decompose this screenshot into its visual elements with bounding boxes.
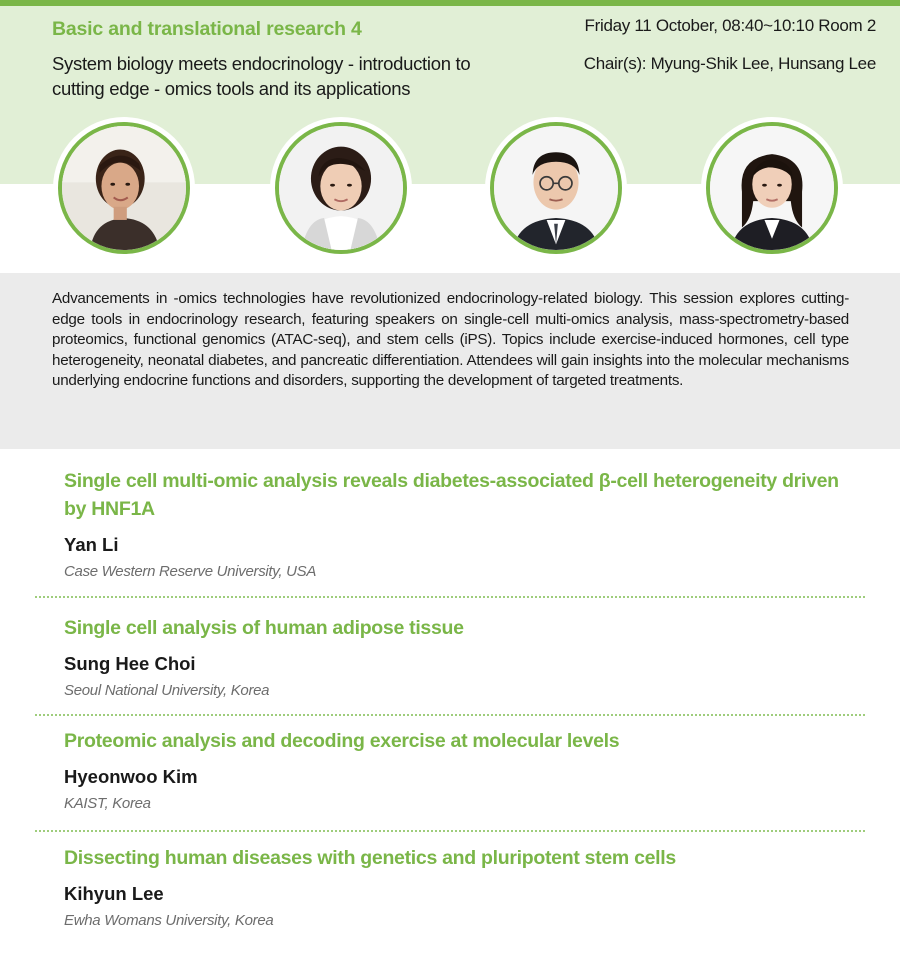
talk-title: Single cell multi-omic analysis reveals diabetes-associated β-cell heterogeneity driven by HNF1A: [64, 470, 839, 520]
speaker-photo-1: [53, 117, 195, 259]
talk-speaker: Hyeonwoo Kim: [64, 766, 198, 787]
speaker-photo-4: [701, 117, 843, 259]
talk-item: [64, 727, 864, 814]
speaker-portrait-1: [62, 126, 186, 250]
speaker-photo-2: [270, 117, 412, 259]
session-chairs: Chair(s): Myung-Shik Lee, Hunsang Lee: [583, 54, 876, 73]
session-subtitle: System biology meets endocrinology - introduction to cutting edge - omics tools and its applications: [52, 53, 471, 99]
talk-title: Single cell analysis of human adipose tissue: [64, 617, 464, 639]
talk-divider: [35, 714, 865, 716]
talk-affiliation: Case Western Reserve University, USA: [64, 563, 317, 580]
talk-title: Dissecting human diseases with genetics and pluripotent stem cells: [64, 847, 676, 869]
talk-divider: [35, 596, 865, 598]
session-date-time-room: Friday 11 October, 08:40~10:10 Room 2: [584, 16, 876, 35]
speaker-portrait-2: [279, 126, 403, 250]
talk-speaker: Yan Li: [64, 534, 119, 555]
talk-speaker: Sung Hee Choi: [64, 653, 196, 674]
talk-affiliation: Ewha Womans University, Korea: [64, 912, 274, 929]
session-title: Basic and translational research 4: [52, 18, 362, 40]
session-description: Advancements in -omics technologies have revolutionized endocrinology-related biology. This session explores cutting-edge tools in endocrinology research, featuring speakers on single-cell multi-omics analysis, mass-spectrometry-based proteomics, functional genomics (ATAC-seq), and stem cells (iPS). Topics include exercise-induced hormones, cell type heterogeneity, neonatal diabetes, and pancreatic differentiation. Attendees will gain insights into the molecular mechanisms underlying endocrine functions and disorders, supporting the development of targeted treatments.: [52, 290, 849, 389]
talk-divider: [35, 830, 865, 832]
talk-item: [64, 614, 864, 701]
speaker-portrait-4: [710, 126, 834, 250]
talk-item: [64, 467, 864, 582]
speaker-photo-3: [485, 117, 627, 259]
talk-affiliation: Seoul National University, Korea: [64, 682, 270, 699]
talk-affiliation: KAIST, Korea: [64, 795, 151, 812]
talk-title: Proteomic analysis and decoding exercise at molecular levels: [64, 730, 620, 752]
talk-speaker: Kihyun Lee: [64, 883, 164, 904]
speaker-portrait-3: [494, 126, 618, 250]
talk-item: [64, 844, 864, 931]
